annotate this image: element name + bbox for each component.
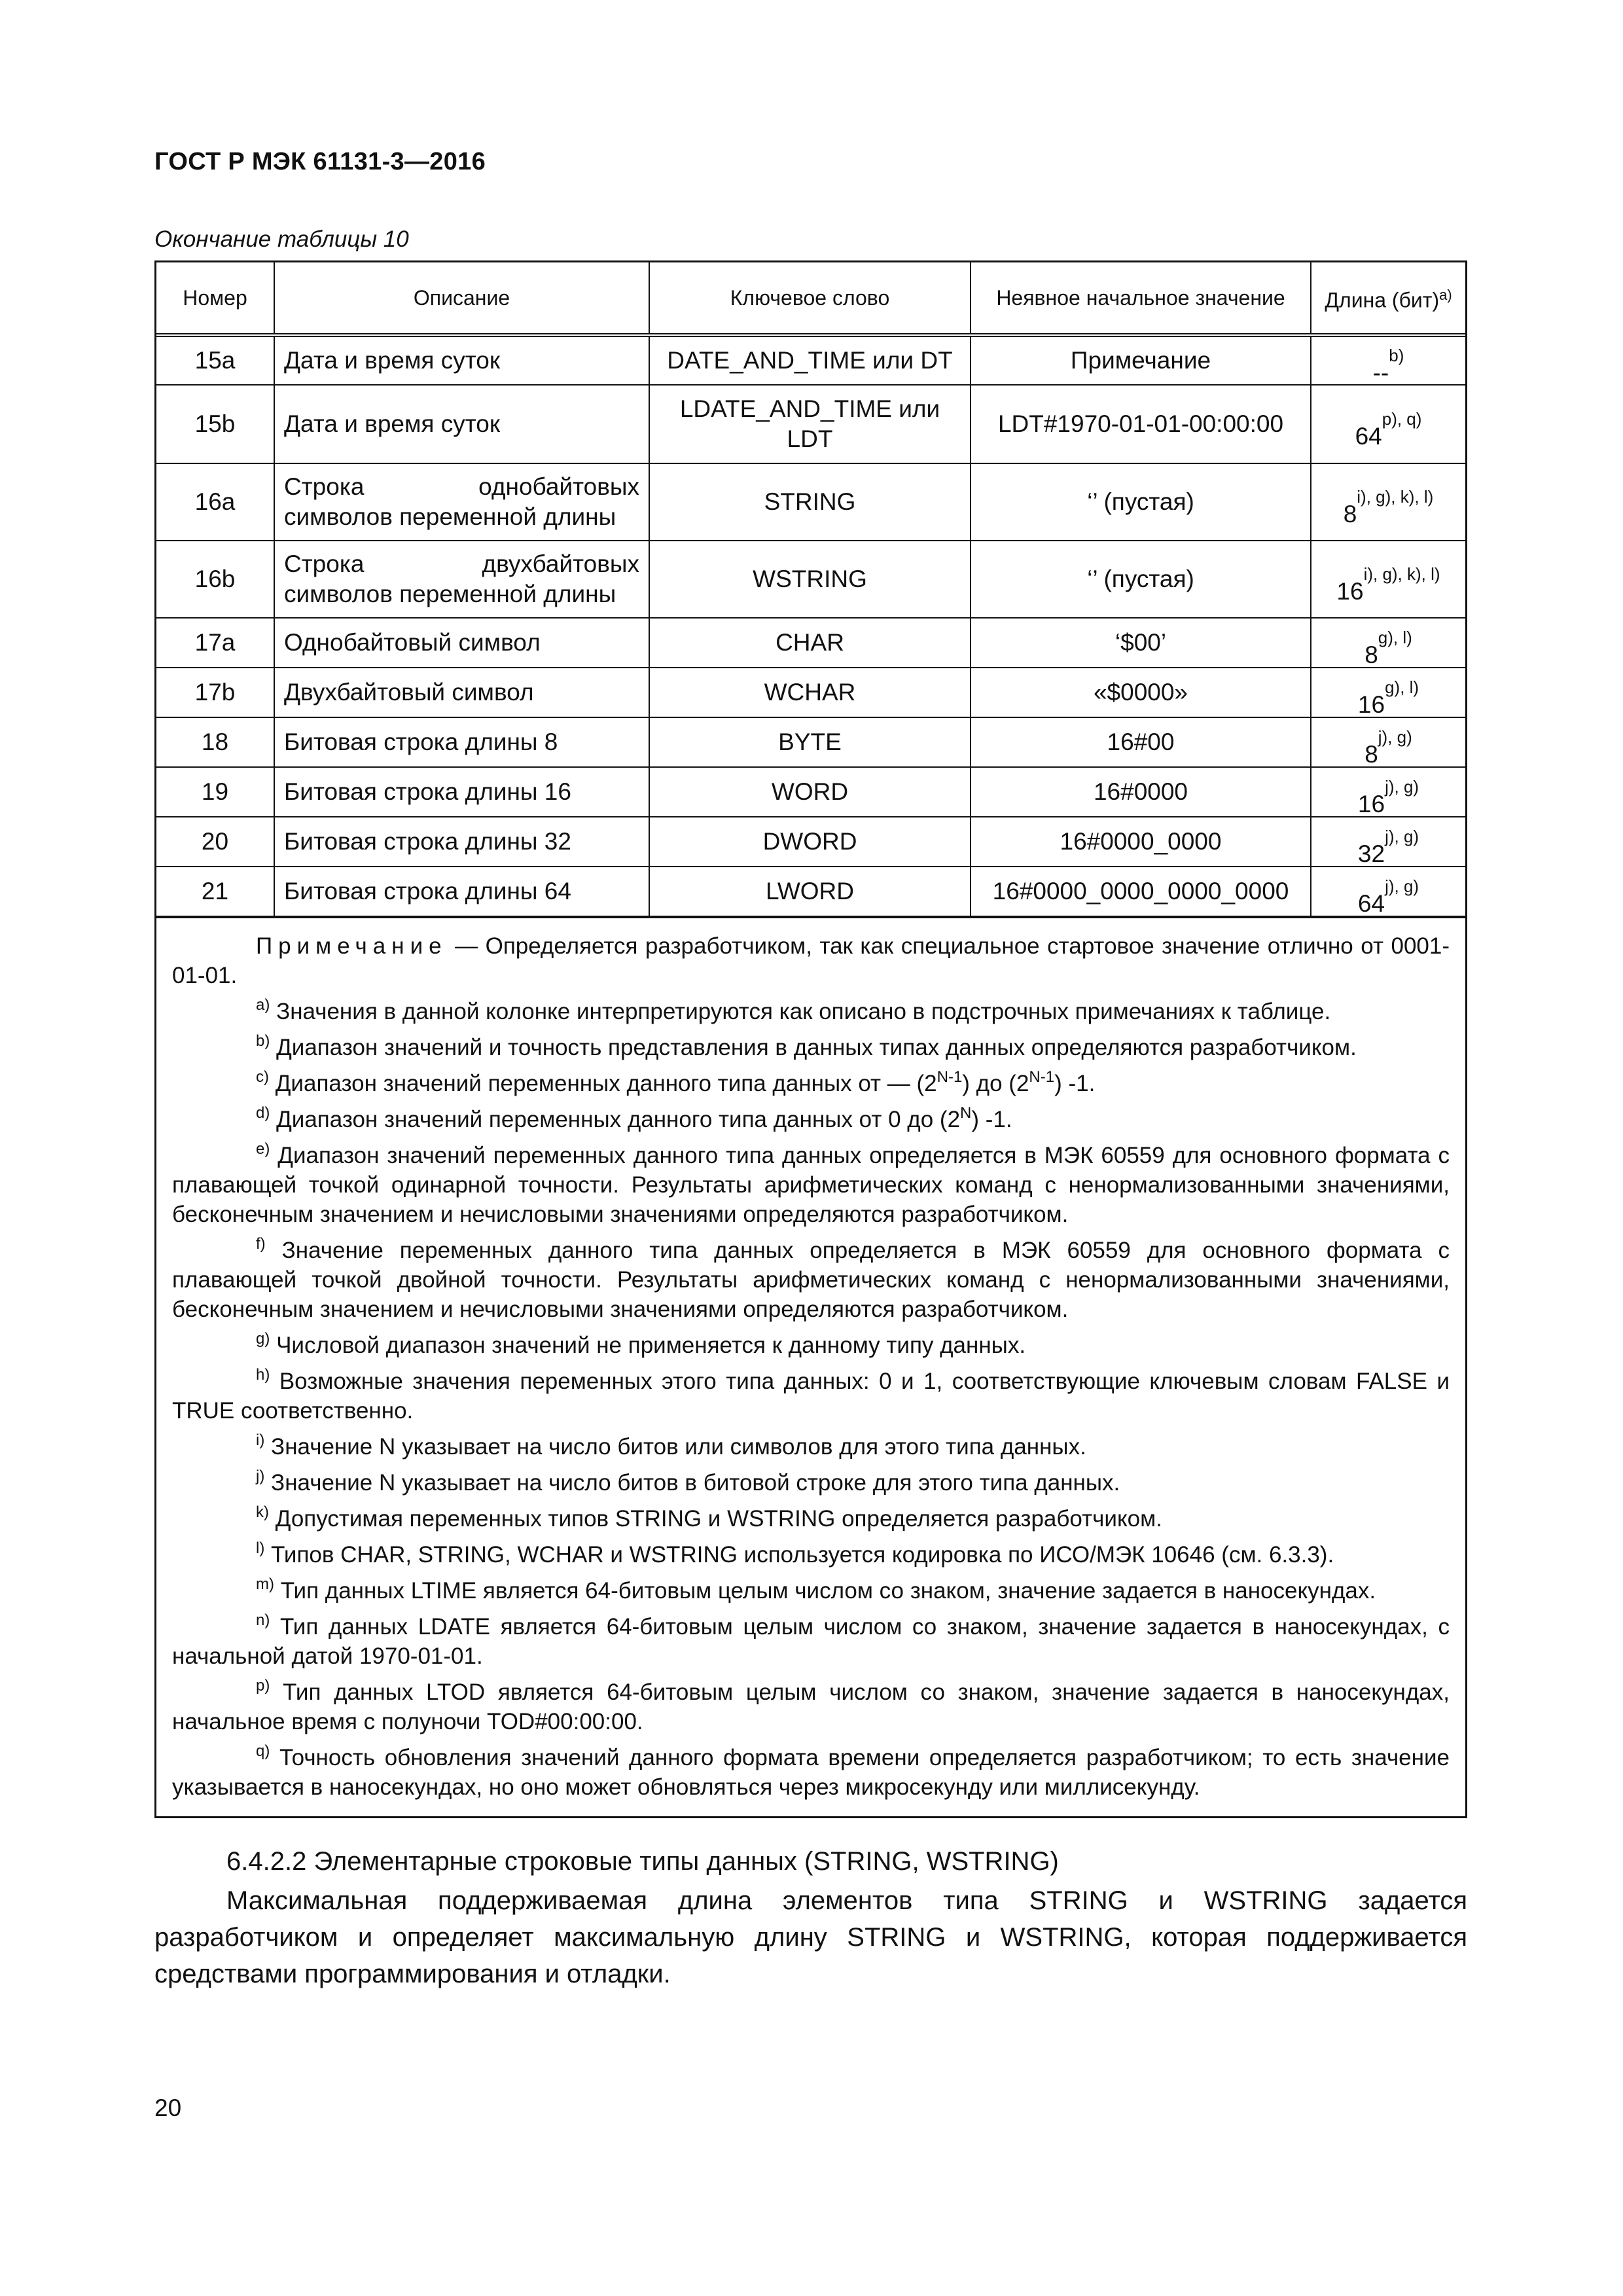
footnote-text: Допустимая переменных типов STRING и WSTRING определяется разработчиком. bbox=[269, 1506, 1162, 1532]
cell-initial-value: ‘’ (пустая) bbox=[971, 463, 1311, 541]
length-value: 8 bbox=[1364, 641, 1378, 668]
exponent: N bbox=[960, 1104, 972, 1122]
footnote-mark: c) bbox=[256, 1068, 269, 1086]
table-header-row bbox=[156, 262, 1465, 335]
document-header: ГОСТ Р МЭК 61131-3—2016 bbox=[154, 148, 486, 175]
length-value: 8 bbox=[1343, 500, 1357, 528]
table-caption: Окончание таблицы 10 bbox=[154, 226, 409, 252]
col-header-length-label: Длина (бит) bbox=[1325, 288, 1440, 312]
length-value: -- bbox=[1372, 359, 1389, 386]
cell-description: Дата и время суток bbox=[274, 385, 649, 463]
cell-initial-value: ‘$00’ bbox=[971, 618, 1311, 668]
cell-description: Строка однобайтовых символов переменной длины bbox=[274, 463, 649, 541]
cell-description: Битовая строка длины 8 bbox=[274, 717, 649, 767]
cell-initial-value: 16#0000_0000_0000_0000 bbox=[971, 867, 1311, 916]
footnote-mark: m) bbox=[256, 1575, 274, 1593]
footnote-g bbox=[172, 1331, 1450, 1360]
footnote-text: Значение N указывает на число битов в битовой строке для этого типа данных. bbox=[264, 1470, 1120, 1496]
cell-keyword: WSTRING bbox=[649, 541, 971, 618]
table-note-main bbox=[172, 931, 1450, 990]
footnote-text: Тип данных LTIME является 64-битовым целым числом со знаком, значение задается в наносекундах. bbox=[274, 1578, 1376, 1604]
col-header-keyword: Ключевое слово bbox=[649, 262, 971, 335]
length-footnote-mark: j), g) bbox=[1385, 776, 1419, 797]
footnote-j bbox=[172, 1468, 1450, 1498]
cell-keyword: LWORD bbox=[649, 867, 971, 916]
footnote-k bbox=[172, 1504, 1450, 1534]
footnote-d bbox=[172, 1105, 1450, 1134]
footnote-text: Диапазон значений переменных данного типа данных от — (2 bbox=[269, 1071, 937, 1096]
section-paragraph: Максимальная поддерживаемая длина элементов типа STRING и WSTRING задается разработчиком и определяет максимальную длину STRING и WSTRING, которая поддерживается средствами программирования и отладки. bbox=[154, 1886, 1468, 1988]
cell-keyword: CHAR bbox=[649, 618, 971, 668]
cell-number: 17a bbox=[156, 618, 274, 668]
footnote-mark: b) bbox=[256, 1032, 270, 1050]
length-value: 16 bbox=[1357, 790, 1385, 817]
cell-initial-value: «$0000» bbox=[971, 668, 1311, 717]
cell-description: Двухбайтовый символ bbox=[274, 668, 649, 717]
footnote-mark: h) bbox=[256, 1366, 270, 1384]
length-footnote-mark: j), g) bbox=[1378, 726, 1412, 747]
length-value: 64 bbox=[1355, 422, 1382, 450]
cell-number: 16a bbox=[156, 463, 274, 541]
table-row bbox=[156, 668, 1465, 717]
footnote-mark: f) bbox=[256, 1235, 266, 1253]
table-row bbox=[156, 867, 1465, 916]
exponent: N-1 bbox=[1029, 1068, 1055, 1086]
length-footnote-mark: i), g), k), l) bbox=[1363, 564, 1440, 584]
footnote-e bbox=[172, 1141, 1450, 1229]
length-footnote-mark: p), q) bbox=[1382, 408, 1422, 429]
cell-initial-value: Примечание bbox=[971, 335, 1311, 385]
cell-number: 19 bbox=[156, 767, 274, 817]
cell-length bbox=[1311, 618, 1465, 668]
table-row bbox=[156, 385, 1465, 463]
col-header-description: Описание bbox=[274, 262, 649, 335]
footnote-h bbox=[172, 1367, 1450, 1426]
cell-initial-value: LDT#1970-01-01-00:00:00 bbox=[971, 385, 1311, 463]
footnote-text: Диапазон значений и точность представления в данных типах данных определяются разработчиком. bbox=[270, 1035, 1357, 1060]
cell-number: 15a bbox=[156, 335, 274, 385]
cell-description: Битовая строка длины 64 bbox=[274, 867, 649, 916]
cell-length bbox=[1311, 767, 1465, 817]
table-row bbox=[156, 618, 1465, 668]
data-types-table bbox=[154, 260, 1467, 1818]
table-row bbox=[156, 541, 1465, 618]
cell-number: 16b bbox=[156, 541, 274, 618]
footnote-text: Значение N указывает на число битов или символов для этого типа данных. bbox=[264, 1434, 1086, 1460]
col-header-length bbox=[1311, 262, 1465, 335]
footnote-text: Числовой диапазон значений не применяется к данному типу данных. bbox=[270, 1333, 1026, 1358]
footnote-mark: k) bbox=[256, 1503, 269, 1521]
length-footnote-mark: j), g) bbox=[1385, 876, 1419, 896]
table-row bbox=[156, 767, 1465, 817]
length-value: 32 bbox=[1357, 840, 1385, 867]
cell-number: 20 bbox=[156, 817, 274, 867]
footnote-c bbox=[172, 1069, 1450, 1098]
cell-keyword: WORD bbox=[649, 767, 971, 817]
cell-number: 15b bbox=[156, 385, 274, 463]
length-footnote-mark: g), l) bbox=[1385, 677, 1419, 697]
footnote-text: Диапазон значений переменных данного типа данных от 0 до (2 bbox=[270, 1107, 961, 1132]
footnote-text: Возможные значения переменных этого типа данных: 0 и 1, соответствующие ключевым словам FALSE и TRUE соответственно. bbox=[172, 1369, 1450, 1424]
footnote-p bbox=[172, 1677, 1450, 1736]
cell-length bbox=[1311, 717, 1465, 767]
footnote-mark: e) bbox=[256, 1140, 270, 1158]
cell-keyword: DATE_AND_TIME или DT bbox=[649, 335, 971, 385]
cell-keyword: STRING bbox=[649, 463, 971, 541]
cell-number: 18 bbox=[156, 717, 274, 767]
footnote-text: Тип данных LTOD является 64-битовым целым числом со знаком, значение задается в наносекундах, начальное время с полуночи TOD#00:00:00. bbox=[172, 1679, 1450, 1734]
cell-description: Битовая строка длины 32 bbox=[274, 817, 649, 867]
footnote-mark: l) bbox=[256, 1539, 265, 1557]
table-notes bbox=[156, 917, 1465, 1816]
footnote-mark: j) bbox=[256, 1467, 265, 1485]
length-value: 8 bbox=[1364, 740, 1378, 768]
cell-description: Однобайтовый символ bbox=[274, 618, 649, 668]
cell-initial-value: 16#0000_0000 bbox=[971, 817, 1311, 867]
cell-length bbox=[1311, 335, 1465, 385]
footnote-text: Тип данных LDATE является 64-битовым целым числом со знаком, значение задается в наносекундах, с начальной датой 1970-01-01. bbox=[172, 1614, 1450, 1669]
footnote-n bbox=[172, 1612, 1450, 1671]
table-row bbox=[156, 335, 1465, 385]
note-label: Примечание bbox=[256, 933, 448, 959]
footnote-b bbox=[172, 1033, 1450, 1062]
footnote-q bbox=[172, 1743, 1450, 1802]
cell-description: Битовая строка длины 16 bbox=[274, 767, 649, 817]
length-footnote-mark: j), g) bbox=[1385, 826, 1419, 846]
length-value: 16 bbox=[1357, 691, 1385, 718]
table-row bbox=[156, 717, 1465, 767]
cell-length bbox=[1311, 385, 1465, 463]
footnote-text: Значения в данной колонке интерпретируются как описано в подстрочных примечаниях к таблице. bbox=[270, 999, 1331, 1024]
table-row bbox=[156, 463, 1465, 541]
footnote-mark: q) bbox=[256, 1742, 270, 1760]
footnote-text: Диапазон значений переменных данного типа данных определяется в МЭК 60559 для основного формата с плавающей точкой одинарной точности. Результаты арифметических команд с ненормализованными значениями, бесконечным значением и нечисловыми значениями определяются разработчиком. bbox=[172, 1143, 1450, 1227]
exponent: N-1 bbox=[936, 1068, 963, 1086]
cell-keyword: LDATE_AND_TIME или LDT bbox=[649, 385, 971, 463]
col-header-initial-value: Неявное начальное значение bbox=[971, 262, 1311, 335]
cell-number: 21 bbox=[156, 867, 274, 916]
footnote-m bbox=[172, 1576, 1450, 1605]
page-number: 20 bbox=[154, 2094, 182, 2121]
length-footnote-mark: b) bbox=[1389, 345, 1404, 365]
length-value: 64 bbox=[1357, 889, 1385, 917]
section-title: 6.4.2.2 Элементарные строковые типы данных (STRING, WSTRING) bbox=[226, 1847, 1059, 1876]
cell-keyword: DWORD bbox=[649, 817, 971, 867]
cell-initial-value: ‘’ (пустая) bbox=[971, 541, 1311, 618]
footnote-text: Точность обновления значений данного формата времени определяется разработчиком; то есть значение указывается в наносекундах, но оно может обновляться через микросекунду или миллисекунду. bbox=[172, 1745, 1450, 1800]
footnote-mark: n) bbox=[256, 1611, 270, 1629]
cell-length bbox=[1311, 668, 1465, 717]
cell-length bbox=[1311, 463, 1465, 541]
length-footnote-mark: i), g), k), l) bbox=[1357, 486, 1434, 507]
col-header-length-mark: a) bbox=[1439, 287, 1452, 304]
footnote-a bbox=[172, 997, 1450, 1026]
footnote-i bbox=[172, 1432, 1450, 1462]
footnote-text: ) -1. bbox=[971, 1107, 1012, 1132]
note-text: — Определяется разработчиком, так как специальное стартовое значение отлично от 0001-01-01. bbox=[172, 933, 1450, 988]
length-value: 16 bbox=[1336, 577, 1364, 605]
footnote-text: ) -1. bbox=[1054, 1071, 1096, 1096]
cell-keyword: BYTE bbox=[649, 717, 971, 767]
footnote-text: ) до (2 bbox=[962, 1071, 1029, 1096]
cell-length bbox=[1311, 867, 1465, 916]
footnote-text: Значение переменных данного типа данных определяется в МЭК 60559 для основного формата с плавающей точкой двойной точности. Результаты арифметических команд с ненормализованными значениями, бесконечным значением и нечисловыми значениями определяются разработчиком. bbox=[172, 1238, 1450, 1322]
length-footnote-mark: g), l) bbox=[1378, 627, 1412, 647]
cell-number: 17b bbox=[156, 668, 274, 717]
footnote-mark: a) bbox=[256, 996, 270, 1014]
cell-initial-value: 16#00 bbox=[971, 717, 1311, 767]
footnote-l bbox=[172, 1540, 1450, 1570]
table-row bbox=[156, 817, 1465, 867]
footnote-mark: i) bbox=[256, 1431, 265, 1449]
footnote-mark: p) bbox=[256, 1677, 270, 1695]
cell-description: Дата и время суток bbox=[274, 335, 649, 385]
cell-initial-value: 16#0000 bbox=[971, 767, 1311, 817]
footnote-text: Типов CHAR, STRING, WCHAR и WSTRING используется кодировка по ИСО/МЭК 10646 (см. 6.3.3). bbox=[264, 1542, 1334, 1568]
footnote-mark: g) bbox=[256, 1330, 270, 1348]
cell-description: Строка двухбайтовых символов переменной длины bbox=[274, 541, 649, 618]
cell-length bbox=[1311, 817, 1465, 867]
footnote-mark: d) bbox=[256, 1104, 270, 1122]
col-header-number: Номер bbox=[156, 262, 274, 335]
cell-length bbox=[1311, 541, 1465, 618]
cell-keyword: WCHAR bbox=[649, 668, 971, 717]
footnote-f bbox=[172, 1236, 1450, 1324]
